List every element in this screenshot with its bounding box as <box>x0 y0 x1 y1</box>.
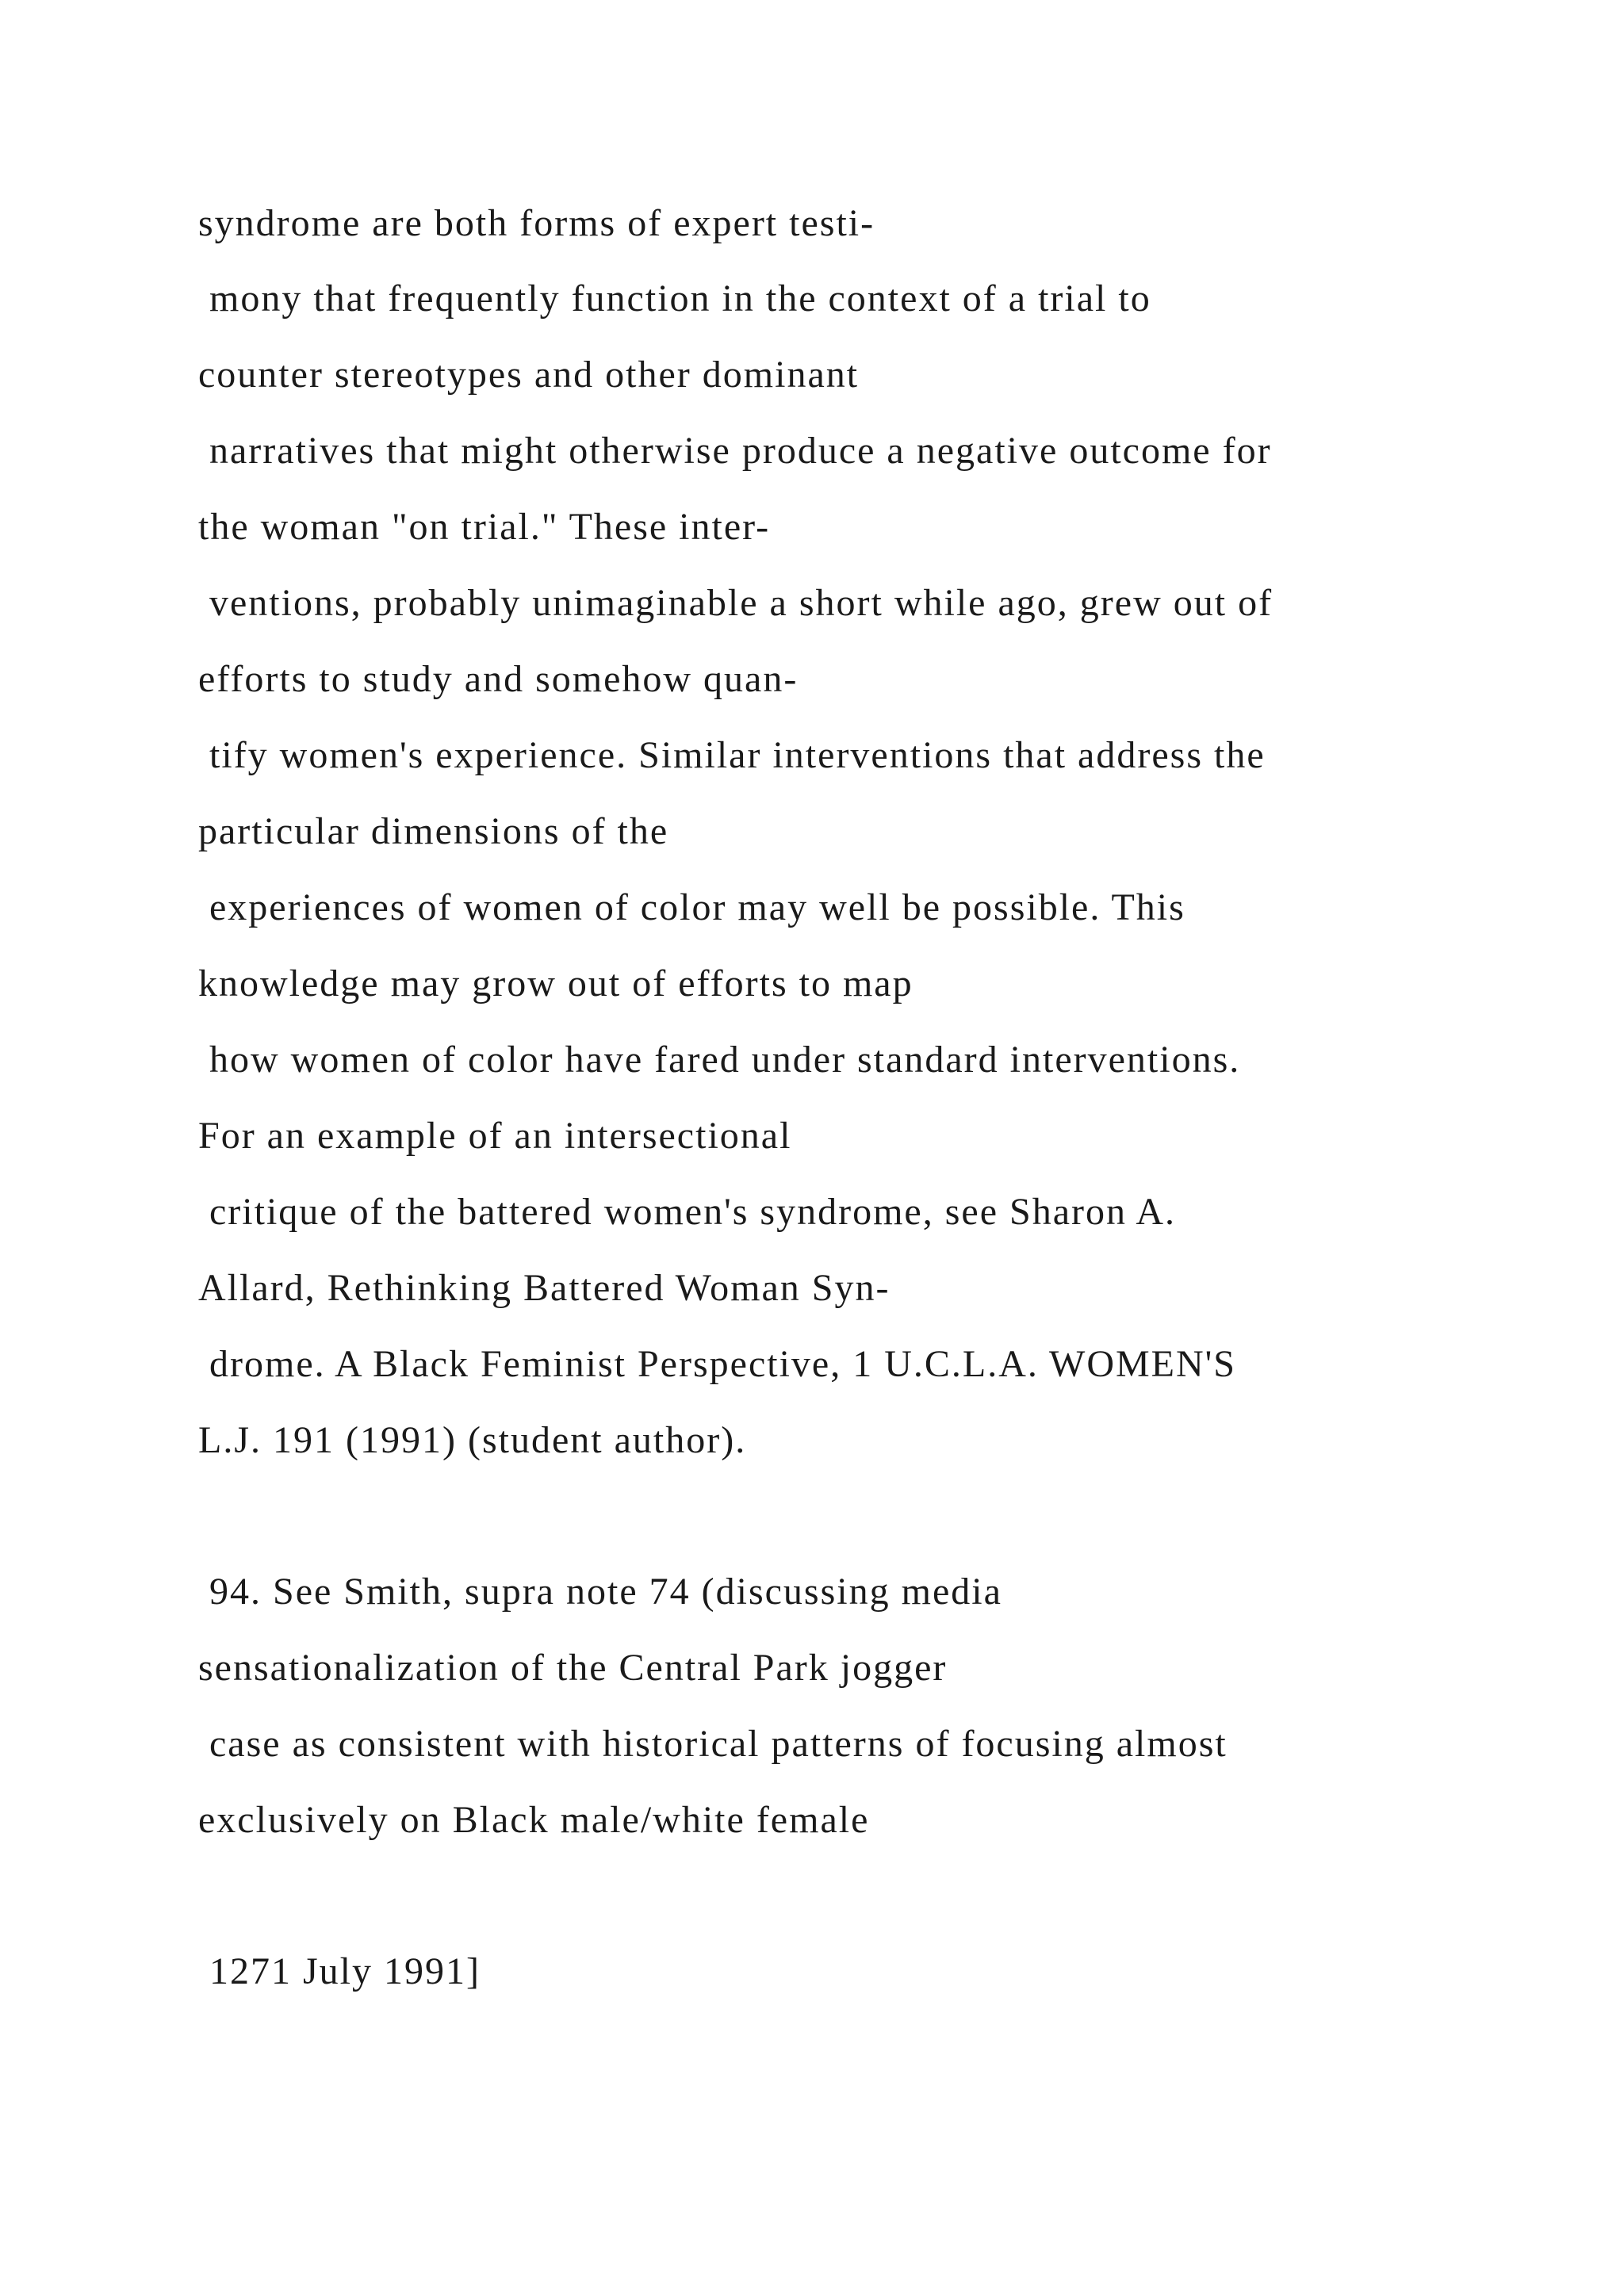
text-line: For an example of an intersectional <box>198 1115 792 1157</box>
text-line: critique of the battered women's syndrome, see Sharon A. <box>198 1191 1177 1233</box>
text-line: counter stereotypes and other dominant <box>198 354 860 396</box>
text-line: knowledge may grow out of efforts to map <box>198 962 914 1004</box>
footnote-line: case as consistent with historical patterns of focusing almost <box>198 1723 1228 1765</box>
text-line: L.J. 191 (1991) (student author). <box>198 1419 747 1461</box>
text-line: experiences of women of color may well be possible. This <box>198 886 1185 928</box>
text-line: particular dimensions of the <box>198 810 669 852</box>
text-line: Allard, Rethinking Battered Woman Syn- <box>198 1267 891 1309</box>
text-line: tify women's experience. Similar interventions that address the <box>198 734 1266 776</box>
footnote-line: exclusively on Black male/white female <box>198 1799 870 1841</box>
footnote-line: sensationalization of the Central Park jogger <box>198 1647 948 1689</box>
page-footer: 1271 July 1991] <box>198 1950 481 1992</box>
text-line: ventions, probably unimaginable a short while ago, grew out of <box>198 582 1274 624</box>
text-line: the woman "on trial." These inter- <box>198 506 771 548</box>
text-line: syndrome are both forms of expert testi- <box>198 202 875 244</box>
footnote-line: 94. See Smith, supra note 74 (discussing media <box>198 1571 1002 1613</box>
text-line: narratives that might otherwise produce a negative outcome for <box>198 430 1272 472</box>
text-line: efforts to study and somehow quan- <box>198 658 799 700</box>
text-line: how women of color have fared under standard interventions. <box>198 1039 1241 1081</box>
text-line: mony that frequently function in the context of a trial to <box>198 277 1151 320</box>
text-line: drome. A Black Feminist Perspective, 1 U.C.L.A. WOMEN'S <box>198 1343 1236 1385</box>
